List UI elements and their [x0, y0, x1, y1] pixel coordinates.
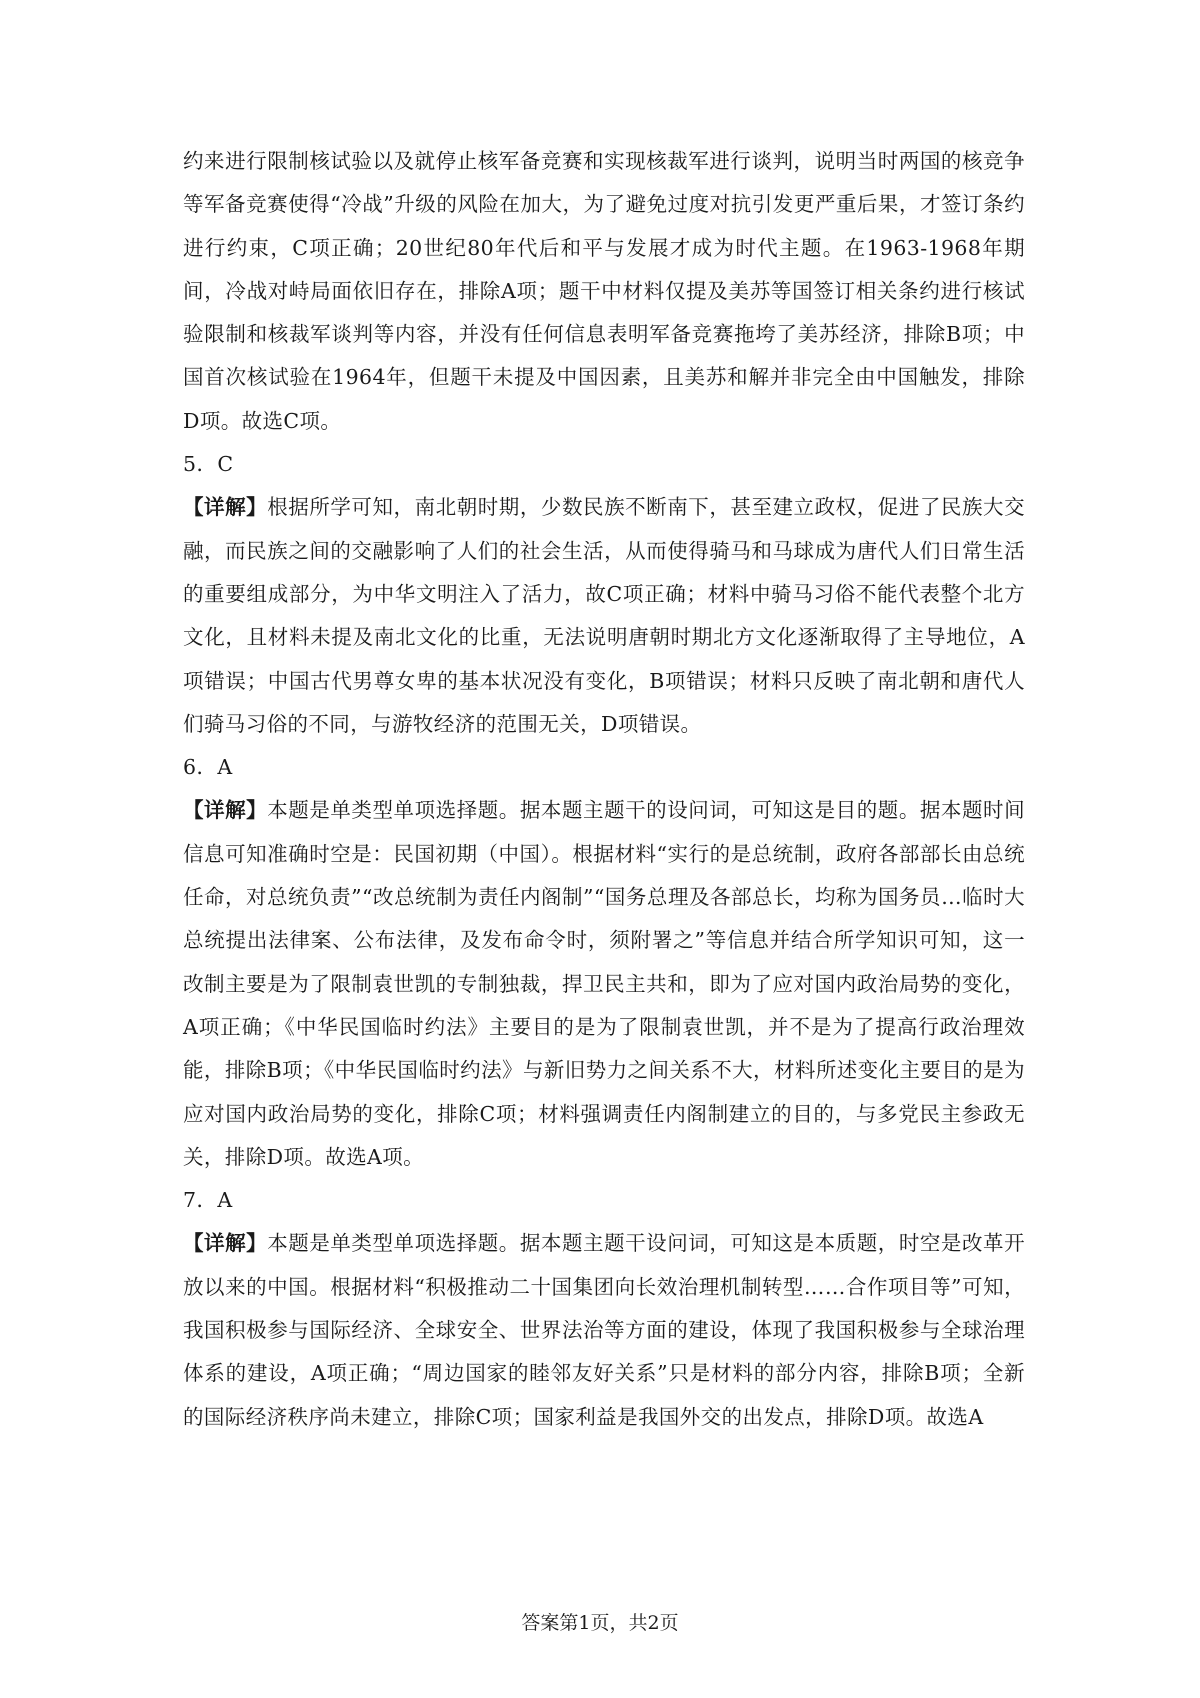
- answer-number-6: 6．A: [183, 755, 233, 780]
- answer-detail-7: [183, 1222, 1025, 1438]
- page-footer: 答案第1页，共2页: [521, 1612, 679, 1634]
- detail-label: 【详解】: [183, 1231, 268, 1256]
- detail-label: 【详解】: [183, 798, 268, 823]
- continued-paragraph: 约来进行限制核试验以及就停止核军备竞赛和实现核裁军进行谈判，说明当时两国的核竞争等军备竞赛使得“冷战”升级的风险在加大，为了避免过度对抗引发更严重后果，才签订条约进行约束，C项正确；20世纪80年代后和平与发展才成为时代主题。在1963-1968年期间，冷战对峙局面依旧存在，排除A项；题干中材料仅提及美苏等国签订相关条约进行核试验限制和核裁军谈判等内容，并没有任何信息表明军备竞赛拖垮了美苏经济，排除B项；中国首次核试验在1964年，但题干未提及中国因素，且美苏和解并非完全由中国触发，排除D项。故选C项。: [183, 149, 1025, 433]
- answer-content: [183, 140, 1025, 1439]
- answer-detail-6: [183, 789, 1025, 1179]
- detail-text: 本题是单类型单项选择题。据本题主题干的设问词，可知这是目的题。据本题时间信息可知准确时空是：民国初期（中国）。根据材料“实行的是总统制，政府各部部长由总统任命，对总统负责”“改总统制为责任内阁制”“国务总理及各部总长，均称为国务员…临时大总统提出法律案、公布法律，及发布命令时，须附署之”等信息并结合所学知识可知，这一改制主要是为了限制袁世凯的专制独裁，捍卫民主共和，即为了应对国内政治局势的变化，A项正确；《中华民国临时约法》主要目的是为了限制袁世凯，并不是为了提高行政治理效能，排除B项；《中华民国临时约法》与新旧势力之间关系不大，材料所述变化主要目的是为应对国内政治局势的变化，排除C项；材料强调责任内阁制建立的目的，与多党民主参政无关，排除D项。故选A项。: [183, 798, 1025, 1169]
- answer-number-7: 7．A: [183, 1188, 233, 1213]
- answer-detail-5: [183, 486, 1025, 746]
- answer-number-5: 5．C: [183, 452, 234, 477]
- detail-label: 【详解】: [183, 495, 268, 520]
- detail-text: 根据所学可知，南北朝时期，少数民族不断南下，甚至建立政权，促进了民族大交融，而民族之间的交融影响了人们的社会生活，从而使得骑马和马球成为唐代人们日常生活的重要组成部分，为中华文明注入了活力，故C项正确；材料中骑马习俗不能代表整个北方文化，且材料未提及南北文化的比重，无法说明唐朝时期北方文化逐渐取得了主导地位，A项错误；中国古代男尊女卑的基本状况没有变化，B项错误；材料只反映了南北朝和唐代人们骑马习俗的不同，与游牧经济的范围无关，D项错误。: [183, 495, 1025, 736]
- detail-text: 本题是单类型单项选择题。据本题主题干设问词，可知这是本质题，时空是改革开放以来的中国。根据材料“积极推动二十国集团向长效治理机制转型……合作项目等”可知，我国积极参与国际经济、全球安全、世界法治等方面的建设，体现了我国积极参与全球治理体系的建设，A项正确；“周边国家的睦邻友好关系”只是材料的部分内容，排除B项；全新的国际经济秩序尚未建立，排除C项；国家利益是我国外交的出发点，排除D项。故选A: [183, 1231, 1025, 1429]
